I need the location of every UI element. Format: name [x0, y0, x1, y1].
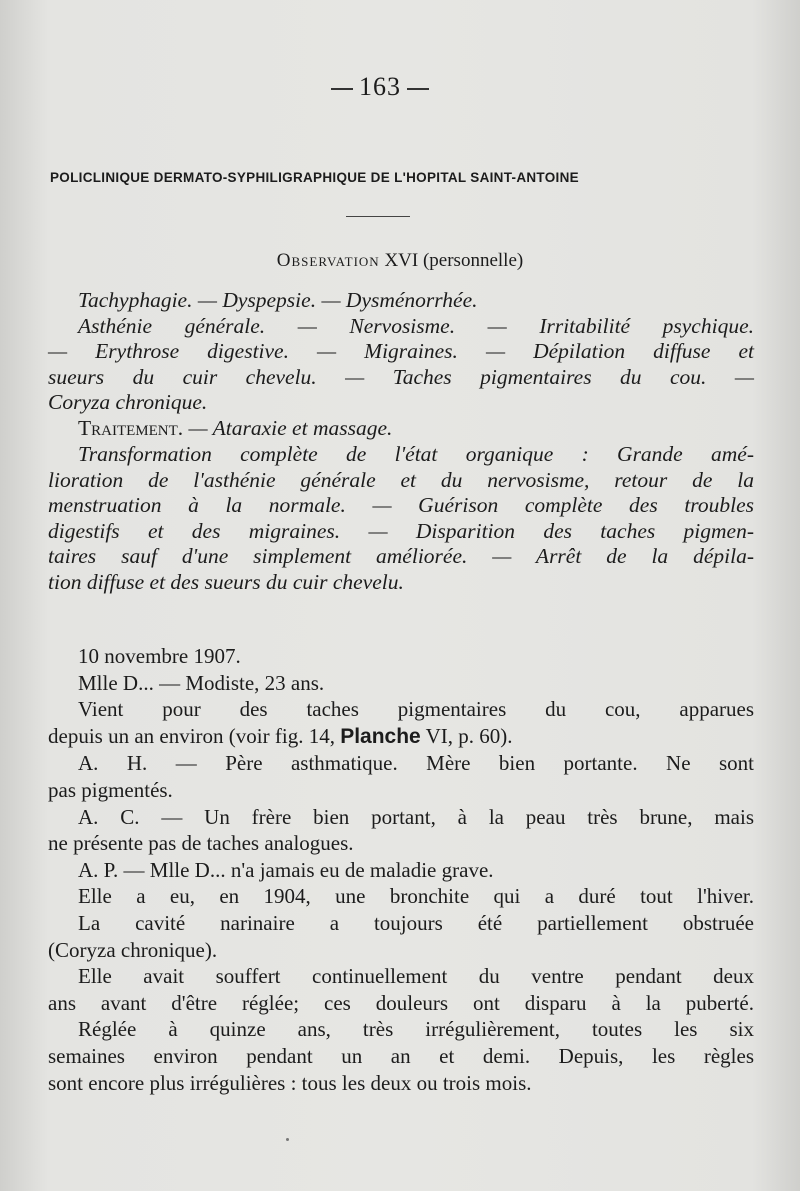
observation-number: XVI [384, 250, 419, 271]
clinic-header-title: POLICLINIQUE DERMATO-SYPHILIGRAPHIQUE DE L'HOPITAL SAINT-ANTOINE [50, 170, 579, 185]
case-visit-line [48, 723, 754, 751]
case-body [48, 643, 754, 1096]
summary-line: — Erythrose digestive. — Migraines. — Dépilation diffuse et [48, 339, 754, 363]
abdominal-line: Elle avait souffert continuellement du ventre pendant deux [78, 964, 754, 989]
treatment-result [48, 442, 754, 595]
visit-reference-tail: VI, p. 60). [420, 723, 513, 748]
summary-line: Coryza chronique. [48, 390, 208, 414]
result-line: tion diffuse et des sueurs du cuir chevelu. [48, 569, 404, 594]
nasal-line: (Coryza chronique). [48, 937, 218, 962]
summary-line: sueurs du cuir chevelu. — Taches pigmentaires du cou. — [48, 364, 754, 389]
hereditary-history: pas pigmentés. [48, 777, 173, 802]
page-number-value: 163 [359, 72, 401, 101]
page-number [0, 72, 760, 102]
menstruation-line: Réglée à quinze ans, très irrégulièrement, toutes les six [78, 1017, 754, 1042]
collateral-history: ne présente pas de taches analogues. [48, 831, 354, 856]
treatment-line [48, 416, 754, 442]
case-date: 10 novembre 1907. [78, 644, 241, 668]
print-speck [286, 1138, 289, 1141]
result-line: lioration de l'asthénie générale et du nervosisme, retour de la [48, 467, 754, 492]
abdominal-line: ans avant d'être réglée; ces douleurs ont disparu à la puberté. [48, 990, 754, 1015]
case-patient: Mlle D... — Modiste, 23 ans. [78, 670, 325, 695]
collateral-history: A. C. — Un frère bien portant, à la peau très brune, mais [78, 804, 754, 829]
observation-title [0, 250, 800, 272]
observation-summary [48, 288, 754, 416]
result-line: taires sauf d'une simplement améliorée. — Arrêt de la dépila- [48, 544, 754, 568]
result-line: Transformation complète de l'état organique : Grande amé- [78, 442, 754, 466]
treatment-text: — Ataraxie et massage. [188, 416, 393, 440]
summary-line: Asthénie générale. — Nervosisme. — Irritabilité psychique. [78, 313, 754, 338]
treatment-label: Traitement. [78, 416, 184, 440]
case-visit-line: Vient pour des taches pigmentaires du cou, apparues [78, 697, 754, 722]
result-line: menstruation à la normale. — Guérison complète des troubles [48, 493, 754, 517]
observation-qualifier: (personnelle) [422, 250, 524, 271]
summary-line: Tachyphagie. — Dyspepsie. — Dysménorrhée. [78, 288, 478, 312]
personal-history: A. P. — Mlle D... n'a jamais eu de maladie grave. [78, 857, 494, 882]
hereditary-history: A. H. — Père asthmatique. Mère bien portante. Ne sont [78, 751, 754, 776]
observation-label: Observation [276, 250, 380, 271]
result-line: digestifs et des migraines. — Disparition des taches pigmen- [48, 518, 754, 543]
bronchitis-line: Elle a eu, en 1904, une bronchite qui a duré tout l'hiver. [78, 884, 754, 909]
plate-label: Planche [340, 724, 421, 748]
page-number-right-dash [407, 88, 429, 90]
visit-reference-text: depuis un an environ (voir fig. 14, [48, 723, 341, 748]
header-divider [346, 216, 410, 217]
page-number-left-dash [331, 88, 353, 90]
menstruation-line: semaines environ pendant un an et demi. Depuis, les règles [48, 1043, 754, 1068]
menstruation-line: sont encore plus irrégulières : tous les deux ou trois mois. [48, 1070, 532, 1095]
nasal-line: La cavité narinaire a toujours été partiellement obstruée [78, 910, 754, 935]
